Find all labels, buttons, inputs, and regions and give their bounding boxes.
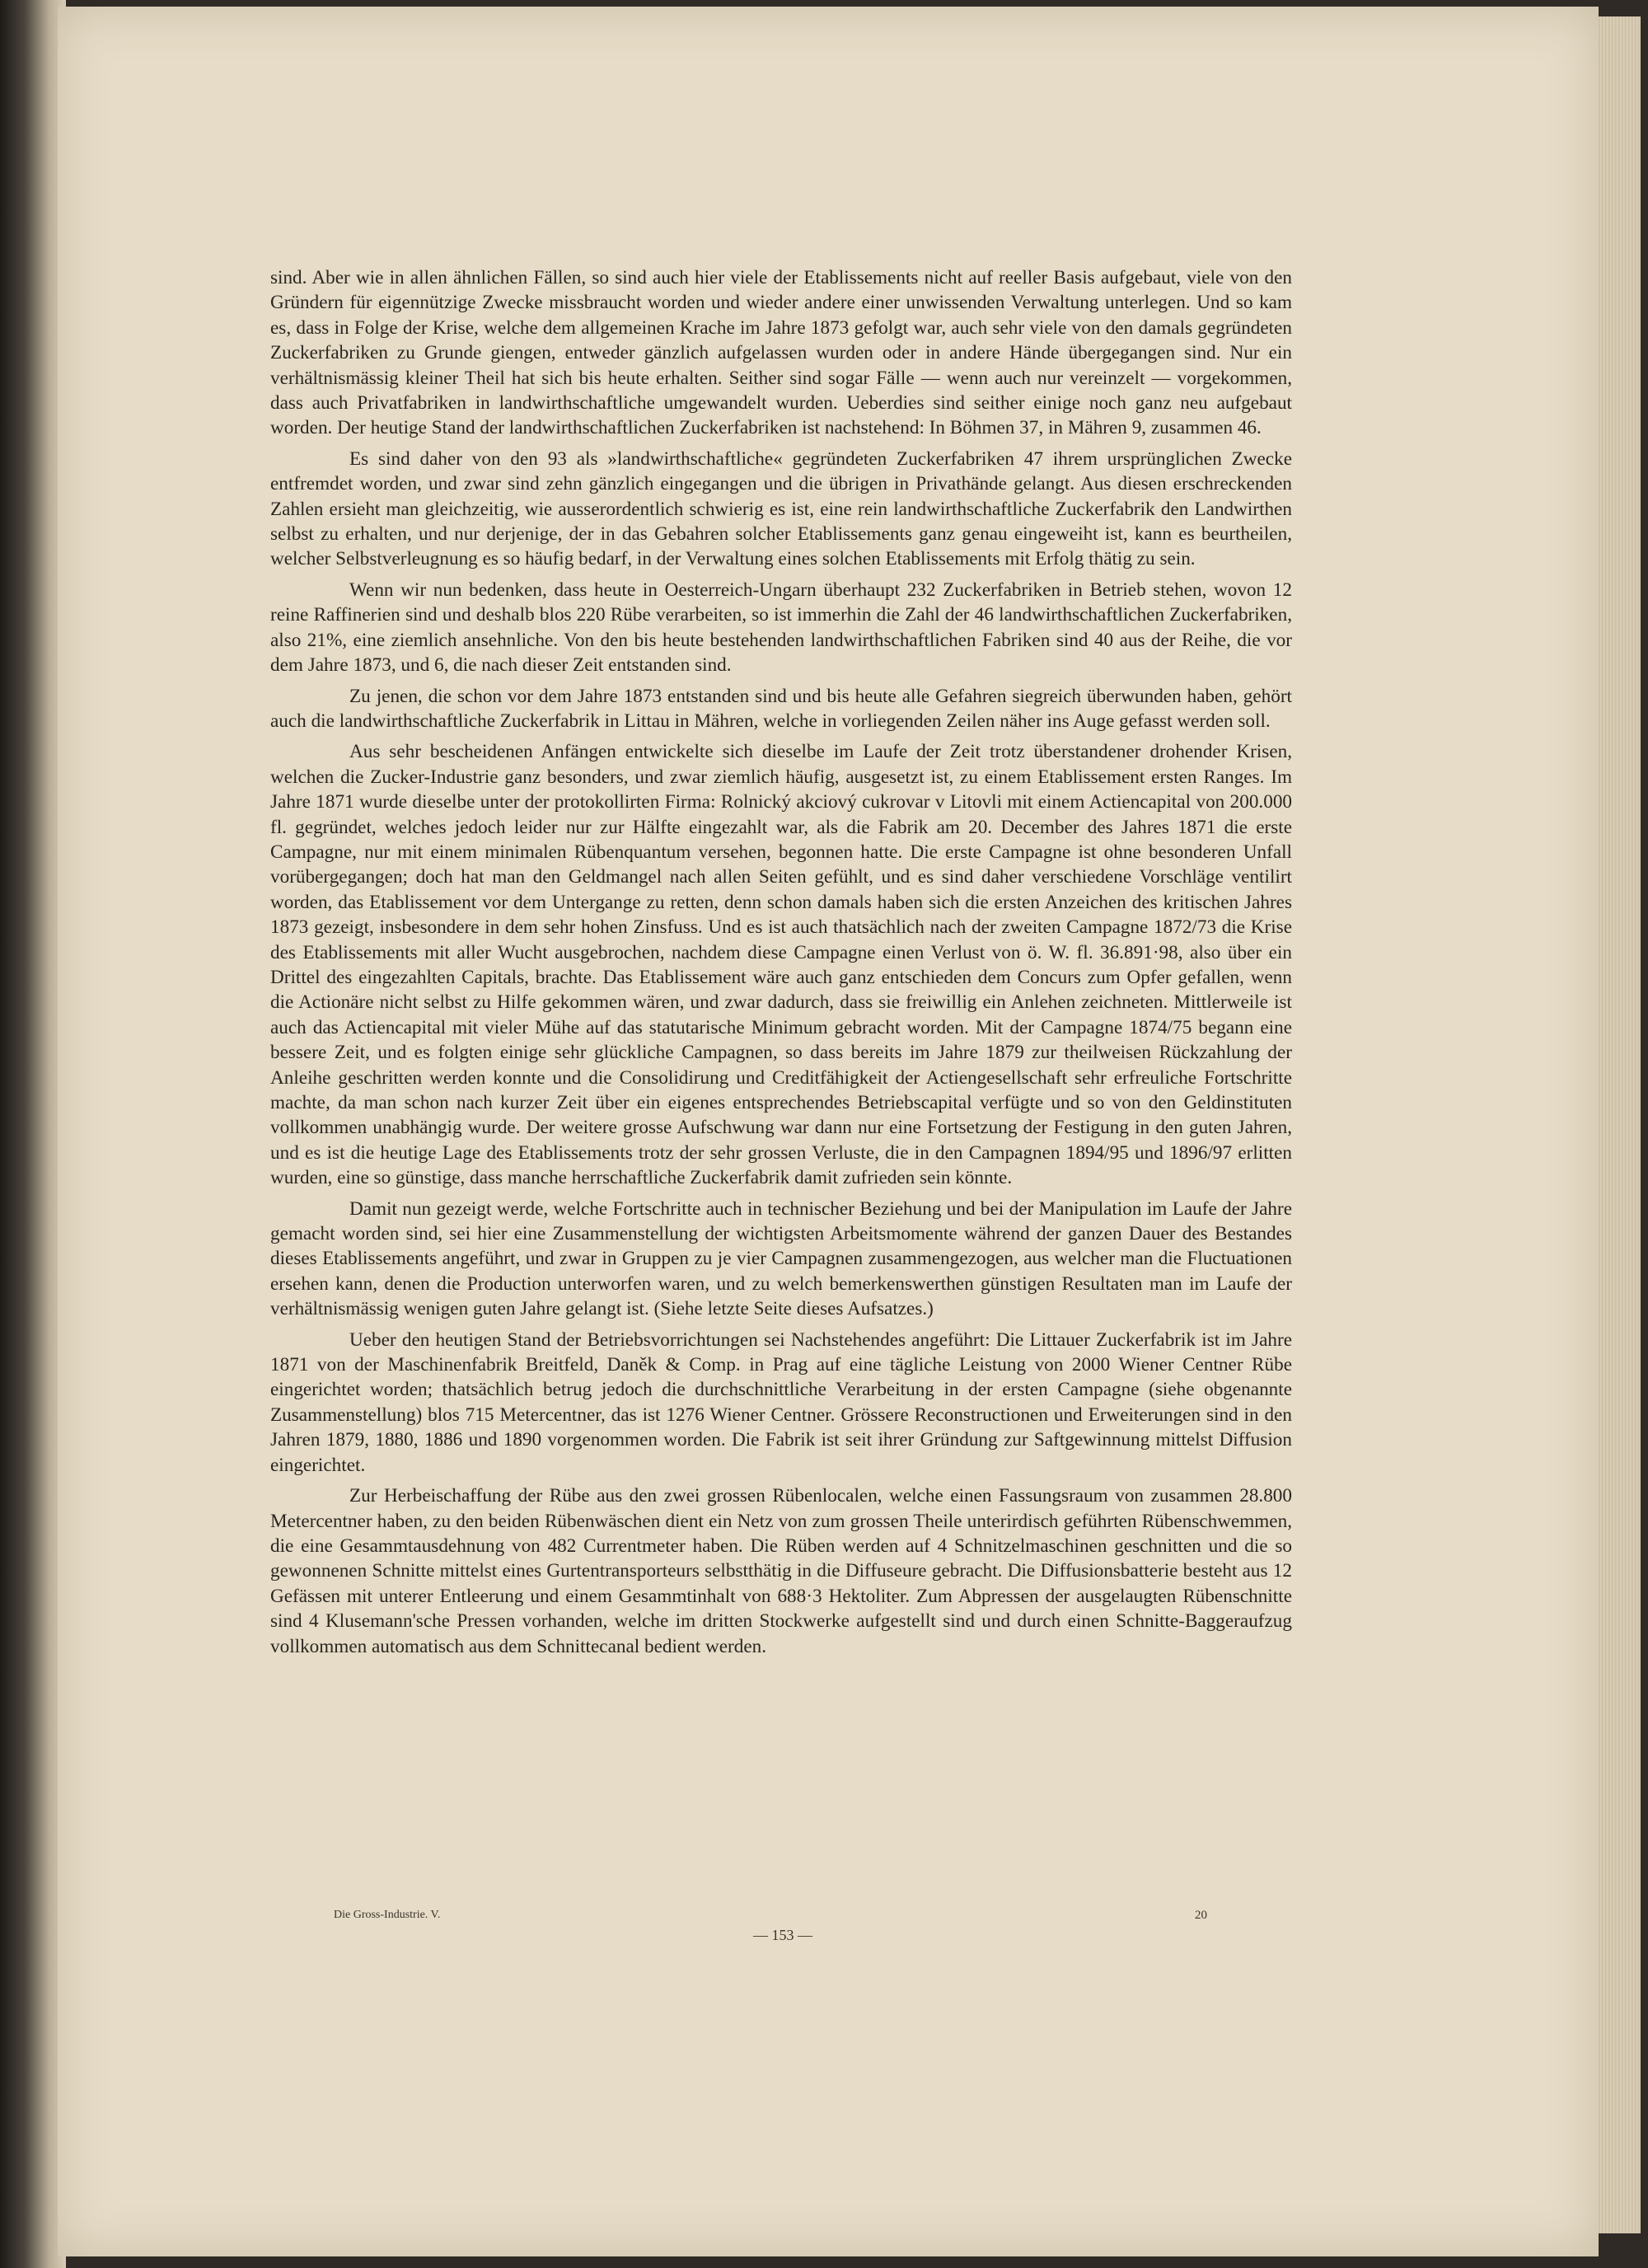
paragraph-1: sind. Aber wie in allen ähnlichen Fällen, so sind auch hier viele der Etablissements nicht auf reeller Basis aufgebaut, viele von den Gründern für eigennützige Zwecke missbraucht worden und wieder andere einer unwissenden Verwaltung unterlegen. Und so kam es, dass in Folge der Krise, welche dem allgemeinen Krache im Jahre 1873 gefolgt war, auch sehr viele von den damals gegründeten Zuckerfabriken zu Grunde giengen, entweder gänzlich aufgelassen wurden oder in andere Hände übergegangen sind. Nur ein verhältnismässig kleiner Theil hat sich bis heute erhalten. Seither sind sogar Fälle — wenn auch nur vereinzelt — vorgekommen, dass auch Privatfabriken in landwirthschaftliche umgewandelt wurden. Ueberdies sind seither einige noch ganz neu aufgebaut worden. Der heutige Stand der landwirthschaftlichen Zuckerfabriken ist nachstehend: In Böhmen 37, in Mähren 9, zusammen 46. (270, 267, 1292, 439)
body-text (270, 265, 1292, 1665)
book-gutter (0, 0, 66, 2268)
page-number: — 153 — (753, 1927, 812, 1943)
paragraph-7: Ueber den heutigen Stand der Betriebsvorrichtungen sei Nachstehendes angeführt: Die Littauer Zuckerfabrik ist im Jahre 1871 von der Maschinenfabrik Breitfeld, Daněk & Comp. in Prag auf eine tägliche Leistung von 2000 Wiener Centner Rübe eingerichtet worden; thatsächlich betrug jedoch die durchschnittliche Verarbeitung in der ersten Campagne (siehe obgenannte Zusammenstellung) blos 715 Metercentner, das ist 1276 Wiener Centner. Grössere Reconstructionen und Erweiterungen sind in den Jahren 1879, 1880, 1886 und 1890 vorgenommen worden. Die Fabrik ist seit ihrer Gründung zur Saftgewinnung mittelst Diffusion eingerichtet. (270, 1328, 1292, 1476)
paragraph-3: Wenn wir nun bedenken, dass heute in Oesterreich-Ungarn überhaupt 232 Zuckerfabriken in Betrieb stehen, wovon 12 reine Raffinerien sind und deshalb blos 220 Rübe verarbeiten, so ist immerhin die Zahl der 46 landwirthschaftlichen Zuckerfabriken, also 21%, eine ziemlich ansehnliche. Von den bis heute bestehenden landwirthschaftlichen Fabriken sind 40 aus der Reihe, die vor dem Jahre 1873, und 6, die nach dieser Zeit entstanden sind. (270, 579, 1292, 677)
paragraph-2: Es sind daher von den 93 als »landwirthschaftliche« gegründeten Zuckerfabriken 47 ihrem ursprünglichen Zwecke entfremdet worden, und zwar sind zehn gänzlich eingegangen und die übrigen in Privathände gelangt. Aus diesen erschreckenden Zahlen ersieht man gleichzeitig, wie ausserordentlich schwierig es ist, eine rein landwirthschaftliche Zuckerfabrik den Landwirthen selbst zu erhalten, und nur derjenige, der in das Gebahren solcher Etablissements ganz genau eingeweiht ist, kann es beurtheilen, welcher Selbstverleugnung es so häufig bedarf, in der Verwaltung eines solchen Etablissements mit Erfolg thätig zu sein. (270, 448, 1292, 570)
footer-signature: 20 (1195, 1909, 1207, 1922)
paragraph-4: Zu jenen, die schon vor dem Jahre 1873 entstanden sind und bis heute alle Gefahren siegreich überwunden haben, gehört auch die landwirthschaftliche Zuckerfabrik in Littau in Mähren, welche in vorliegenden Zeilen näher ins Auge gefasst werden soll. (270, 685, 1292, 732)
paragraph-8: Zur Herbeischaffung der Rübe aus den zwei grossen Rübenlocalen, welche einen Fassungsraum von zusammen 28.800 Metercentner haben, zu den beiden Rübenwäschen dient ein Netz von zum grossen Theile unterirdisch geführten Rübenschwemmen, die eine Gesammtausdehnung von 482 Currentmeter haben. Die Rüben werden auf 4 Schnitzelmaschinen geschnitten und die so gewonnenen Schnitte mittelst eines Gurtentransporteurs selbstthätig in die Diffuseure gebracht. Die Diffusionsbatterie besteht aus 12 Gefässen mit unterer Entleerung und einem Gesammtinhalt von 688·3 Hektoliter. Zum Abpressen der ausgelaugten Rübenschnitte sind 4 Klusemann'sche Pressen vorhanden, welche im dritten Stockwerke aufgestellt sind und durch einen Schnitte-Baggeraufzug vollkommen automatisch aus dem Schnittecanal bedient werden. (270, 1485, 1292, 1657)
footer-series-title: Die Gross-Industrie. V. (334, 1909, 441, 1921)
paragraph-5: Aus sehr bescheidenen Anfängen entwickelte sich dieselbe im Laufe der Zeit trotz überstandener drohender Krisen, welchen die Zucker-Industrie ganz besonders, und zwar ziemlich häufig, ausgesetzt ist, zu einem Etablissement ersten Ranges. Im Jahre 1871 wurde dieselbe unter der protokollirten Firma: Rolnický akciový cukrovar v Litovli mit einem Actiencapital von 200.000 fl. gegründet, welches jedoch leider nur zur Hälfte eingezahlt war, als die Fabrik am 20. December des Jahres 1871 die erste Campagne, nur mit einem minimalen Rübenquantum versehen, begonnen hatte. Die erste Campagne ist ohne besonderen Unfall vorübergegangen; doch hat man den Geldmangel nach allen Seiten gefühlt, und es sind daher verschiedene Vorschläge ventilirt worden, das Etablissement vor dem Untergange zu retten, denn schon damals haben sich die ersten Anzeichen des kritischen Jahres 1873 gezeigt, insbesondere in dem sehr hohen Zinsfuss. Und es ist auch thatsächlich nach der zweiten Campagne 1872/73 die Krise des Etablissements mit aller Wucht ausgebrochen, nachdem diese Campagne einen Verlust von ö. W. fl. 36.891·98, also über ein Drittel des eingezahlten Capitals, brachte. Das Etablissement wäre auch ganz entschieden dem Concurs zum Opfer gefallen, wenn die Actionäre nicht selbst zu Hilfe gekommen wären, und zwar dadurch, dass sie freiwillig ein Anlehen zeichneten. Mittlerweile ist auch das Actiencapital mit vieler Mühe auf das statutarische Minimum gebracht worden. Mit der Campagne 1874/75 begann eine bessere Zeit, und es folgten einige sehr glückliche Campagnen, so dass bereits im Jahre 1879 zur theilweisen Rückzahlung der Anleihe geschritten werden konnte und die Consolidirung und Creditfähigkeit der Actiengesellschaft sehr erfreuliche Fortschritte machte, da man schon nach kurzer Zeit über ein eigenes entsprechendes Betriebscapital verfügte und so von den Geldinstituten vollkommen unabhängig wurde. Der weitere grosse Aufschwung war dann nur eine Fortsetzung der Festigung in den guten Jahren, und es ist die heutige Lage des Etablissements trotz der sehr grossen Verluste, die in den Campagnen 1894/95 und 1896/97 erlitten wurden, eine so günstige, dass manche herrschaftliche Zuckerfabrik damit zufrieden sein könnte. (270, 741, 1292, 1189)
paragraph-6: Damit nun gezeigt werde, welche Fortschritte auch in technischer Beziehung und bei der Manipulation im Laufe der Jahre gemacht worden sind, sei hier eine Zusammenstellung der wichtigsten Arbeitsmomente während der ganzen Dauer des Bestandes dieses Etablissements angeführt, und zwar in Gruppen zu je vier Campagnen zusammengezogen, aus welcher man die Fluctuationen ersehen kann, denen die Production unterworfen waren, und zu welch bemerkenswerthen günstigen Resultaten man im Laufe der verhältnismässig wenigen guten Jahre gelangt ist. (Siehe letzte Seite dieses Aufsatzes.) (270, 1197, 1292, 1320)
page-stack-edge (1597, 16, 1641, 2233)
